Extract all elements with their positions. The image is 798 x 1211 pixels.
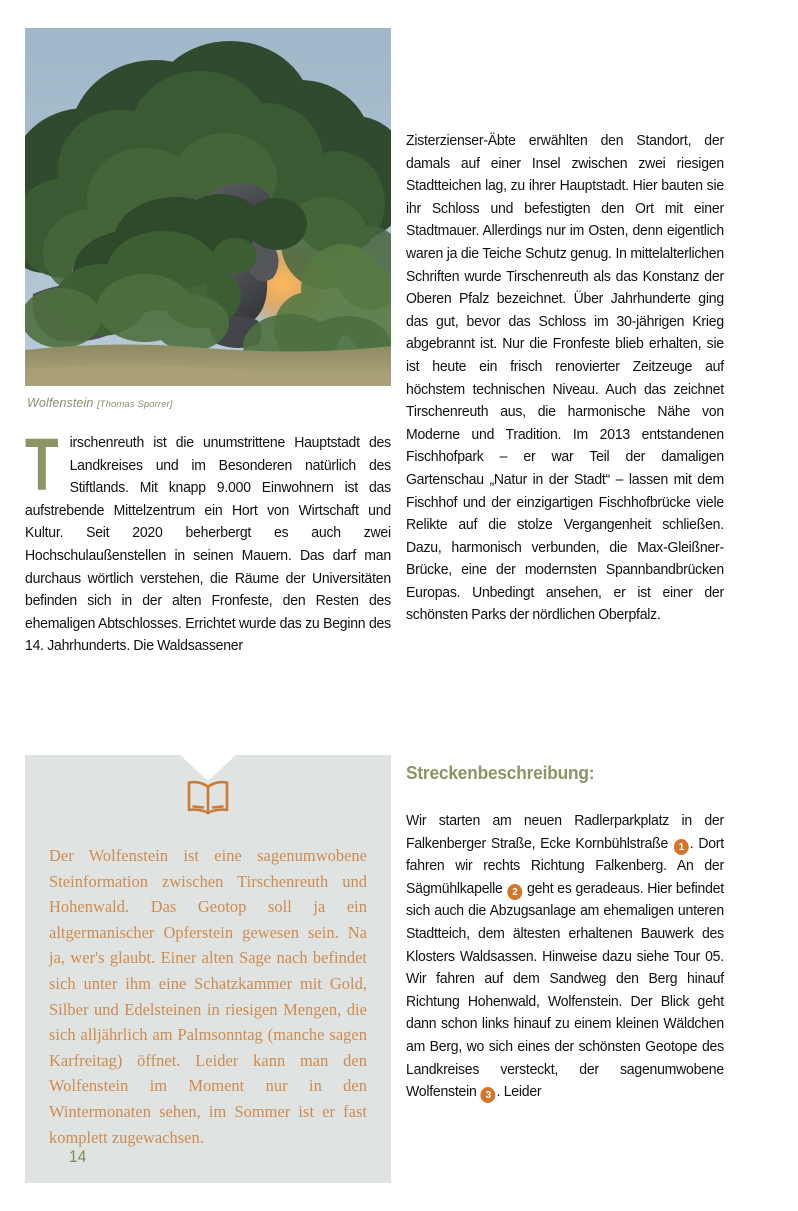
- left-column-text: irschenreuth ist die unumstrittene Hauptstadt des Landkreises und im Besonderen natürlich des Stiftlands. Mit knapp 9.000 Einwohnern ist das aufstrebende Mittelzentrum ein Hort von Wirtschaft und Kultur. Seit 2020 beherbergt es auch zwei Hochschulaußenstellen in seinen Mauern. Das darf man durchaus wörtlich verstehen, die Räume der Universitäten befinden sich in der alten Fronfeste, den Resten des ehemaligen Abtschlosses. Errichtet wurde das zu Beginn des 14. Jahrhunderts. Die Waldsassener: [25, 434, 391, 655]
- route-text-4: . Leider: [496, 1083, 542, 1101]
- route-marker-1: 1: [674, 839, 689, 855]
- route-description-paragraph: [406, 810, 724, 1104]
- route-marker-2: 2: [507, 884, 522, 900]
- route-section-heading: Streckenbeschreibung:: [406, 762, 595, 783]
- route-section-body: [406, 810, 724, 1104]
- open-book-icon: [184, 777, 232, 817]
- left-column: [25, 423, 391, 658]
- photo-illustration: [25, 28, 391, 386]
- right-column-paragraph: Zisterzienser-Äbte erwählten den Standort, der damals auf einer Insel zwischen zwei riesigen Stadtteichen lag, zu ihrer Hauptstadt. Hier bauten sie ihr Schloss und befestigten den Ort mit einer Stadtmauer. Allerdings nur im Osten, denn eigentlich waren ja die Teiche Schutz genug. In mittelalterlichen Schriften wurde Tirschenreuth als das Konstanz der Oberen Pfalz bezeichnet. Über Jahrhunderte ging das gut, bevor das Schloss im 30-jährigen Krieg abgebrannt ist. Nur die Fronfeste blieb erhalten, sie ist heute ein frisch renovierter Zeitzeuge auf höchstem technischen Niveau. Auch das zeichnet Tirschenreuth aus, die harmonische Nähe von Moderne und Tradition. Im 2013 entstandenen Fischhofpark – er war Teil der damaligen Gartenschau „Natur in der Stadt“ – lassen mit dem Fischhof und der einzigartigen Fischhofbrücke viele Relikte auf die stolze Vergangenheit schließen. Dazu, harmonisch verbunden, die Max-Gleißner-Brücke, eine der modernsten Spannbandbrücken Europas. Unbedingt ansehen, er ist einer der schönsten Parks der nördlichen Oberpfalz.: [406, 132, 724, 624]
- route-text-3: geht es geradeaus. Hier befindet sich auch die Abzugsanlage am ehemaligen unteren Stadtteich, dem ältesten erhaltenen Bauwerk des Klosters Waldsassen. Hinweise dazu siehe Tour 05. Wir fahren auf dem Sandweg den Berg hinauf Richtung Hohenwald, Wolfenstein. Der Blick geht dann schon links hinauf zu einem kleinen Wäldchen am Berg, wo sich eines der schönsten Geotope des Landkreises versteckt, der sagenumwobene Wolfenstein: [406, 879, 724, 1101]
- info-callout-text: Der Wolfenstein ist eine sagenumwobene Steinformation zwischen Tirschenreuth und Hohenwald. Das Geotop soll ja ein altgermanischer Opferstein gewesen sein. Na ja, wer's glaubt. Einer alten Sage nach befindet sich unter ihm eine Schatzkammer mit Gold, Silber und Edelsteinen in riesigen Mengen, die sich alljährlich am Palmsonntag (manche sagen Karfreitag) öffnet. Leider kann man den Wolfenstein im Moment nur in den Wintermonaten sehen, im Sommer ist er fast komplett zugewachsen.: [49, 846, 367, 1147]
- info-callout-box: [25, 755, 391, 1183]
- left-column-paragraph: [25, 423, 391, 658]
- right-column: [406, 130, 724, 627]
- photo-caption-credit: [Thomas Sporrer]: [97, 399, 173, 410]
- open-book-icon-glyph: [184, 777, 232, 817]
- page-number: 14: [69, 1147, 87, 1166]
- drop-cap: T: [25, 423, 59, 506]
- route-text-2: . Dort fahren wir rechts Richtung Falkenberg. An der Sägmühlkapelle: [406, 834, 724, 897]
- photo-caption-title: Wolfenstein: [27, 396, 94, 410]
- route-text-1: Wir starten am neuen Radlerparkplatz in der Falkenberger Straße, Ecke Kornbühlstraße: [406, 812, 724, 852]
- route-marker-3: 3: [481, 1087, 496, 1103]
- photo-caption: [27, 396, 393, 410]
- wolfenstein-photo: [25, 28, 391, 386]
